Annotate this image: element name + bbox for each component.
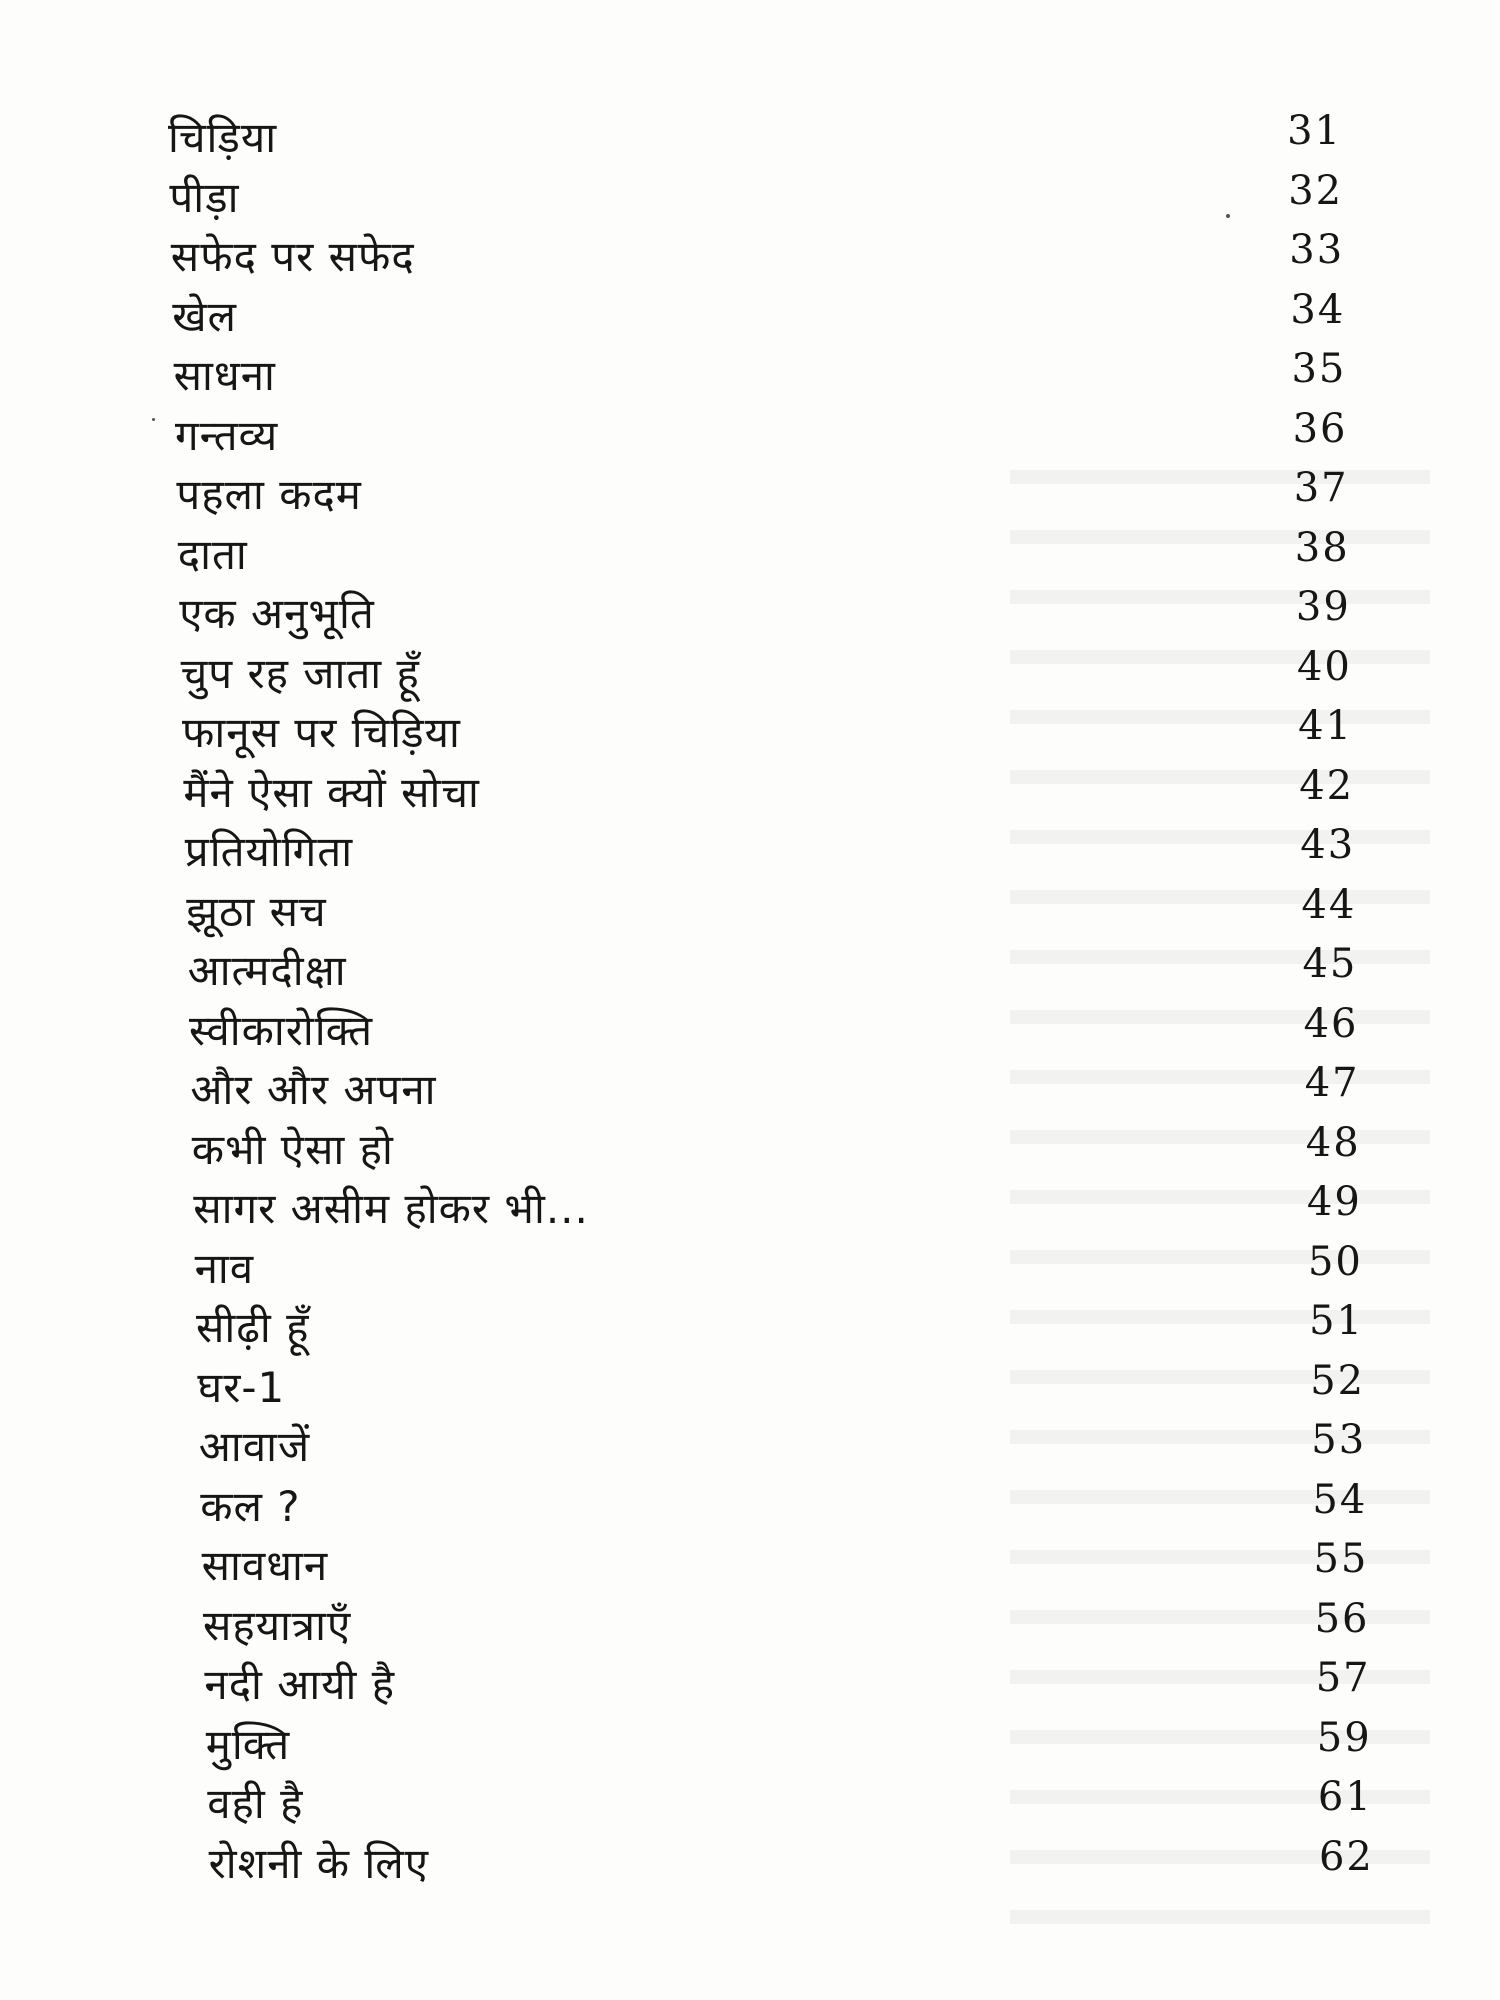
toc-entry-title: नदी आयी है (204, 1660, 396, 1709)
toc-entry-page-number: 31 (1287, 108, 1342, 154)
toc-entry-title: सफेद पर सफेद (170, 232, 415, 281)
toc-entry-page-number: 61 (1317, 1774, 1373, 1820)
toc-entry-page-number: 32 (1288, 167, 1344, 214)
toc-entry (0, 227, 1500, 287)
toc-entry-page-number: 36 (1292, 405, 1348, 452)
toc-entry-page-number: 51 (1309, 1298, 1364, 1344)
toc-entry-title: मैंने ऐसा क्यों सोचा (183, 767, 480, 817)
toc-entry-page-number: 55 (1313, 1536, 1369, 1582)
toc-entry-title: सीढ़ी हूँ (196, 1303, 310, 1352)
toc-entry-page-number: 39 (1295, 584, 1351, 630)
toc-entry-title: कभी ऐसा हो (191, 1124, 394, 1174)
toc-entry-page-number: 48 (1305, 1119, 1361, 1166)
toc-entry (0, 287, 1500, 347)
toc-entry (0, 1358, 1500, 1418)
toc-entry-title: स्वीकारोक्ति (189, 1005, 374, 1055)
toc-entry-title: नाव (194, 1243, 255, 1293)
toc-entry-title: सागर असीम होकर भी... (193, 1184, 589, 1233)
toc-entry (0, 1179, 1500, 1239)
toc-entry (0, 1239, 1500, 1299)
toc-entry (0, 346, 1500, 406)
toc-entry-title: खेल (172, 291, 238, 341)
toc-entry (0, 644, 1500, 704)
toc-entry-page-number: 56 (1314, 1595, 1370, 1642)
table-of-contents (0, 108, 1500, 1893)
toc-entry-page-number: 49 (1306, 1179, 1362, 1225)
toc-entry (0, 584, 1500, 644)
toc-entry-title: सावधान (201, 1541, 329, 1590)
toc-entry (0, 1120, 1500, 1180)
toc-entry-title: गन्तव्य (175, 410, 279, 460)
toc-entry-page-number: 50 (1307, 1238, 1363, 1285)
toc-entry-page-number: 45 (1302, 941, 1358, 987)
toc-entry-page-number: 59 (1316, 1714, 1372, 1761)
toc-entry-title: और और अपना (190, 1065, 437, 1114)
toc-entry-page-number: 52 (1310, 1357, 1366, 1404)
toc-entry-page-number: 43 (1300, 822, 1356, 868)
toc-entry-page-number: 53 (1311, 1417, 1367, 1463)
toc-entry-title: घर-1 (197, 1362, 286, 1412)
toc-entry-title: दाता (177, 529, 248, 579)
toc-entry-page-number: 47 (1304, 1060, 1360, 1106)
toc-entry-title: झूठा सच (186, 886, 327, 936)
toc-entry (0, 1477, 1500, 1537)
toc-entry-page-number: 46 (1303, 1000, 1359, 1047)
toc-entry-page-number: 62 (1318, 1833, 1374, 1880)
toc-entry-title: प्रतियोगिता (184, 827, 354, 876)
toc-entry (0, 108, 1500, 168)
toc-entry-page-number: 33 (1289, 227, 1345, 273)
toc-entry (0, 822, 1500, 882)
toc-entry-title: आवाजें (198, 1422, 311, 1471)
toc-entry-title: मुक्ति (205, 1719, 291, 1769)
toc-entry (0, 703, 1500, 763)
toc-entry-page-number: 37 (1293, 465, 1349, 511)
toc-entry-page-number: 42 (1299, 762, 1355, 809)
toc-entry-title: पीड़ा (169, 172, 240, 222)
toc-entry (0, 941, 1500, 1001)
toc-entry (0, 1060, 1500, 1120)
toc-entry-title: सहयात्राएँ (203, 1600, 352, 1650)
toc-entry-page-number: 57 (1315, 1655, 1371, 1701)
toc-entry-page-number: 38 (1294, 524, 1350, 571)
toc-entry (0, 406, 1500, 466)
toc-entry (0, 882, 1500, 942)
toc-entry-title: रोशनी के लिए (208, 1838, 429, 1888)
toc-entry-title: चुप रह जाता हूँ (180, 648, 420, 698)
toc-entry (0, 168, 1500, 228)
toc-entry (0, 763, 1500, 823)
toc-entry-page-number: 34 (1290, 286, 1346, 333)
toc-entry (0, 1298, 1500, 1358)
toc-entry (0, 1774, 1500, 1834)
toc-entry (0, 1536, 1500, 1596)
toc-entry (0, 1834, 1500, 1894)
toc-entry (0, 1001, 1500, 1061)
toc-entry-title: आत्मदीक्षा (187, 946, 347, 995)
toc-entry-page-number: 54 (1312, 1476, 1368, 1523)
toc-entry-title: वही है (207, 1779, 304, 1828)
toc-entry (0, 525, 1500, 585)
toc-entry-title: फानूस पर चिड़िया (182, 708, 461, 757)
toc-entry-title: साधना (173, 351, 276, 400)
toc-entry-title: चिड़िया (168, 113, 278, 162)
toc-entry-page-number: 44 (1301, 881, 1357, 928)
toc-entry (0, 1655, 1500, 1715)
toc-entry (0, 1715, 1500, 1775)
toc-entry (0, 1596, 1500, 1656)
toc-entry-title: एक अनुभूति (179, 589, 375, 638)
toc-entry-title: कल ? (200, 1481, 301, 1531)
toc-entry (0, 1417, 1500, 1477)
toc-entry-title: पहला कदम (176, 470, 362, 519)
toc-entry-page-number: 40 (1296, 643, 1352, 690)
toc-entry-page-number: 35 (1291, 346, 1347, 392)
toc-entry (0, 465, 1500, 525)
toc-entry-page-number: 41 (1298, 703, 1353, 749)
